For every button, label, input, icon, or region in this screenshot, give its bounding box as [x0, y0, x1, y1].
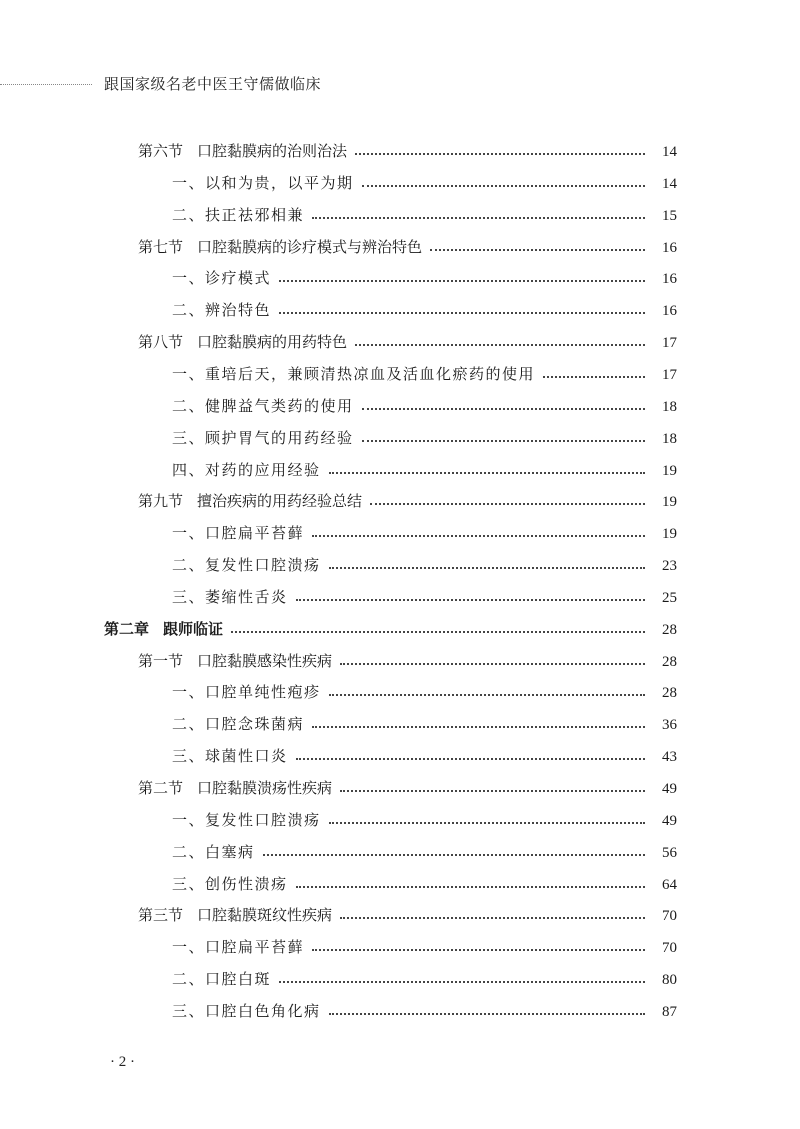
toc-page-number: 49: [662, 781, 677, 797]
toc-page-number: 18: [662, 430, 677, 447]
toc-entry: [172, 204, 677, 228]
toc-title: 一、口腔扁平苔藓: [172, 938, 305, 957]
toc-label: [138, 904, 332, 925]
toc-page-number: 19: [662, 494, 677, 511]
toc-page-number: 25: [662, 589, 677, 606]
book-title: 跟国家级名老中医王守儒做临床: [104, 75, 322, 93]
toc-title: 四、对药的应用经验: [172, 460, 321, 479]
dot-leader: [296, 599, 645, 601]
toc-title: 三、创伤性溃疡: [172, 874, 288, 893]
toc-title: 二、健脾益气类药的使用: [172, 396, 354, 415]
dot-leader: [370, 503, 645, 505]
toc-entry: [172, 522, 677, 546]
toc-title: 一、诊疗模式: [172, 269, 272, 288]
toc-label: [172, 204, 304, 225]
toc-title: 三、萎缩性舌炎: [172, 587, 288, 606]
toc-entry: [172, 395, 677, 419]
dot-leader: [362, 440, 645, 442]
toc-entry: [172, 172, 677, 196]
toc-label: [172, 841, 255, 862]
dot-leader: [296, 886, 645, 888]
toc-label: [104, 618, 223, 639]
toc-page-number: 80: [662, 972, 677, 989]
toc-title: 二、口腔白斑: [172, 970, 272, 989]
toc-number: 第九节: [138, 492, 184, 511]
toc-title: 擅治疾病的用药经验总结: [197, 492, 363, 511]
toc-title: 二、口腔念珠菌病: [172, 715, 305, 734]
toc-title: 一、口腔单纯性疱疹: [172, 683, 321, 702]
toc-section: [138, 904, 677, 928]
dot-leader: [329, 822, 645, 824]
toc-label: [138, 777, 332, 798]
dot-leader: [355, 344, 645, 346]
dot-leader: [543, 376, 645, 378]
toc-page-number: 14: [662, 175, 677, 192]
toc-label: [172, 809, 321, 830]
toc-label: [138, 236, 422, 257]
dot-leader: [355, 153, 645, 155]
toc-page-number: 19: [662, 462, 677, 479]
toc-page-number: 28: [662, 653, 677, 670]
toc-page-number: 70: [662, 940, 677, 957]
toc-title: 三、口腔白色角化病: [172, 1001, 321, 1020]
toc-section: [138, 140, 677, 164]
toc-label: [172, 363, 535, 384]
toc-entry: [172, 459, 677, 483]
toc-number: 第三节: [138, 906, 184, 925]
running-header: [0, 70, 800, 100]
toc-title: 口腔黏膜病的治则治法: [197, 142, 348, 160]
toc-entry: [172, 681, 677, 705]
toc-title: 一、口腔扁平苔藓: [172, 524, 305, 543]
toc-label: [172, 299, 271, 320]
toc-label: [172, 554, 321, 575]
toc-title: 一、复发性口腔溃疡: [172, 810, 321, 829]
toc-title: 口腔黏膜感染性疾病: [197, 651, 333, 670]
toc-title: 三、球菌性口炎: [172, 747, 288, 766]
toc-title: 一、以和为贵，以平为期: [172, 173, 354, 192]
toc-page-number: 17: [662, 335, 677, 352]
dot-leader: [362, 185, 645, 187]
dot-leader: [279, 312, 645, 314]
dot-leader: [430, 249, 645, 251]
toc-label: [172, 522, 304, 543]
toc-title: 一、重培后天，兼顾清热凉血及活血化瘀药的使用: [172, 364, 536, 383]
toc-section: [138, 650, 677, 674]
toc-label: [138, 650, 332, 671]
dot-leader: [279, 981, 645, 983]
dot-leader: [279, 280, 645, 282]
toc-page-number: 36: [662, 717, 677, 734]
toc-section: [138, 236, 677, 260]
toc-label: [172, 395, 354, 416]
toc-page-number: 28: [662, 685, 677, 702]
toc-label: [138, 331, 347, 352]
dot-leader: [312, 726, 645, 728]
toc-section: [138, 331, 677, 355]
toc-label: [172, 427, 354, 448]
toc-page-number: 43: [662, 749, 677, 766]
toc-entry: [172, 586, 677, 610]
toc-number: 第一节: [138, 651, 184, 670]
dot-leader: [231, 631, 645, 633]
toc-entry: [172, 713, 677, 737]
dot-leader: [329, 1013, 645, 1015]
toc-label: [138, 490, 362, 511]
toc-entry: [172, 363, 677, 387]
toc-page-number: 16: [662, 303, 677, 320]
dot-leader: [340, 917, 645, 919]
toc-number: 第六节: [138, 142, 184, 160]
toc-page-number: 70: [662, 908, 677, 925]
toc-label: [172, 459, 321, 480]
toc-number: 第二章: [104, 619, 150, 638]
toc-page-number: 18: [662, 398, 677, 415]
toc-entry: [172, 873, 677, 897]
toc-label: [172, 681, 321, 702]
dot-leader: [312, 217, 645, 219]
toc-title: 口腔黏膜溃疡性疾病: [197, 779, 333, 797]
toc-page-number: 87: [662, 1003, 677, 1020]
toc-page-number: 64: [662, 876, 677, 893]
toc-label: [172, 713, 304, 734]
toc-label: [172, 745, 288, 766]
toc-title: 口腔黏膜病的用药特色: [197, 333, 348, 352]
toc-entry: [172, 809, 677, 833]
toc-entry: [172, 936, 677, 960]
page-number: · 2 ·: [110, 1054, 135, 1070]
toc-page-number: 15: [662, 207, 677, 224]
dot-leader: [312, 949, 645, 951]
toc-page-number: 28: [662, 621, 677, 638]
toc-title: 二、辨治特色: [172, 301, 272, 320]
toc-page-number: 56: [662, 844, 677, 861]
dot-leader: [263, 854, 645, 856]
toc-page-number: 17: [662, 366, 677, 383]
toc-page-number: 14: [662, 144, 677, 160]
dot-leader: [296, 758, 645, 760]
toc-title: 口腔黏膜斑纹性疾病: [197, 906, 333, 925]
toc-entry: [172, 745, 677, 769]
dot-leader: [329, 694, 645, 696]
toc-entry: [172, 267, 677, 291]
dot-leader: [329, 472, 645, 474]
toc-entry: [172, 299, 677, 323]
toc-title: 跟师临证: [163, 619, 224, 638]
toc-section: [138, 777, 677, 801]
toc-label: [138, 140, 347, 161]
toc-label: [172, 1000, 321, 1021]
header-dotted-rule: [0, 84, 92, 85]
toc-chapter: [104, 618, 677, 642]
toc-entry: [172, 968, 677, 992]
toc-page-number: 49: [662, 812, 677, 829]
toc-number: 第八节: [138, 333, 184, 352]
toc-page-number: 16: [662, 239, 677, 256]
toc-label: [172, 968, 271, 989]
toc-label: [172, 267, 271, 288]
toc-section: [138, 490, 677, 514]
dot-leader: [312, 535, 645, 537]
dot-leader: [340, 790, 645, 792]
toc-label: [172, 873, 288, 894]
toc-page-number: 23: [662, 558, 677, 575]
toc-title: 二、复发性口腔溃疡: [172, 556, 321, 575]
dot-leader: [362, 408, 645, 410]
toc-entry: [172, 554, 677, 578]
toc-page-number: 19: [662, 526, 677, 543]
toc-entry: [172, 1000, 677, 1024]
toc-label: [172, 172, 354, 193]
toc-entry: [172, 427, 677, 451]
toc-label: [172, 936, 304, 957]
toc-title: 二、扶正祛邪相兼: [172, 205, 305, 224]
dot-leader: [340, 663, 645, 665]
toc-number: 第七节: [138, 237, 184, 256]
toc-label: [172, 586, 288, 607]
toc-title: 三、顾护胃气的用药经验: [172, 428, 354, 447]
toc-entry: [172, 841, 677, 865]
dot-leader: [329, 567, 645, 569]
toc-page-number: 16: [662, 271, 677, 288]
toc-title: 二、白塞病: [172, 842, 255, 861]
toc-title: 口腔黏膜病的诊疗模式与辨治特色: [197, 237, 423, 256]
toc-number: 第二节: [138, 779, 184, 797]
